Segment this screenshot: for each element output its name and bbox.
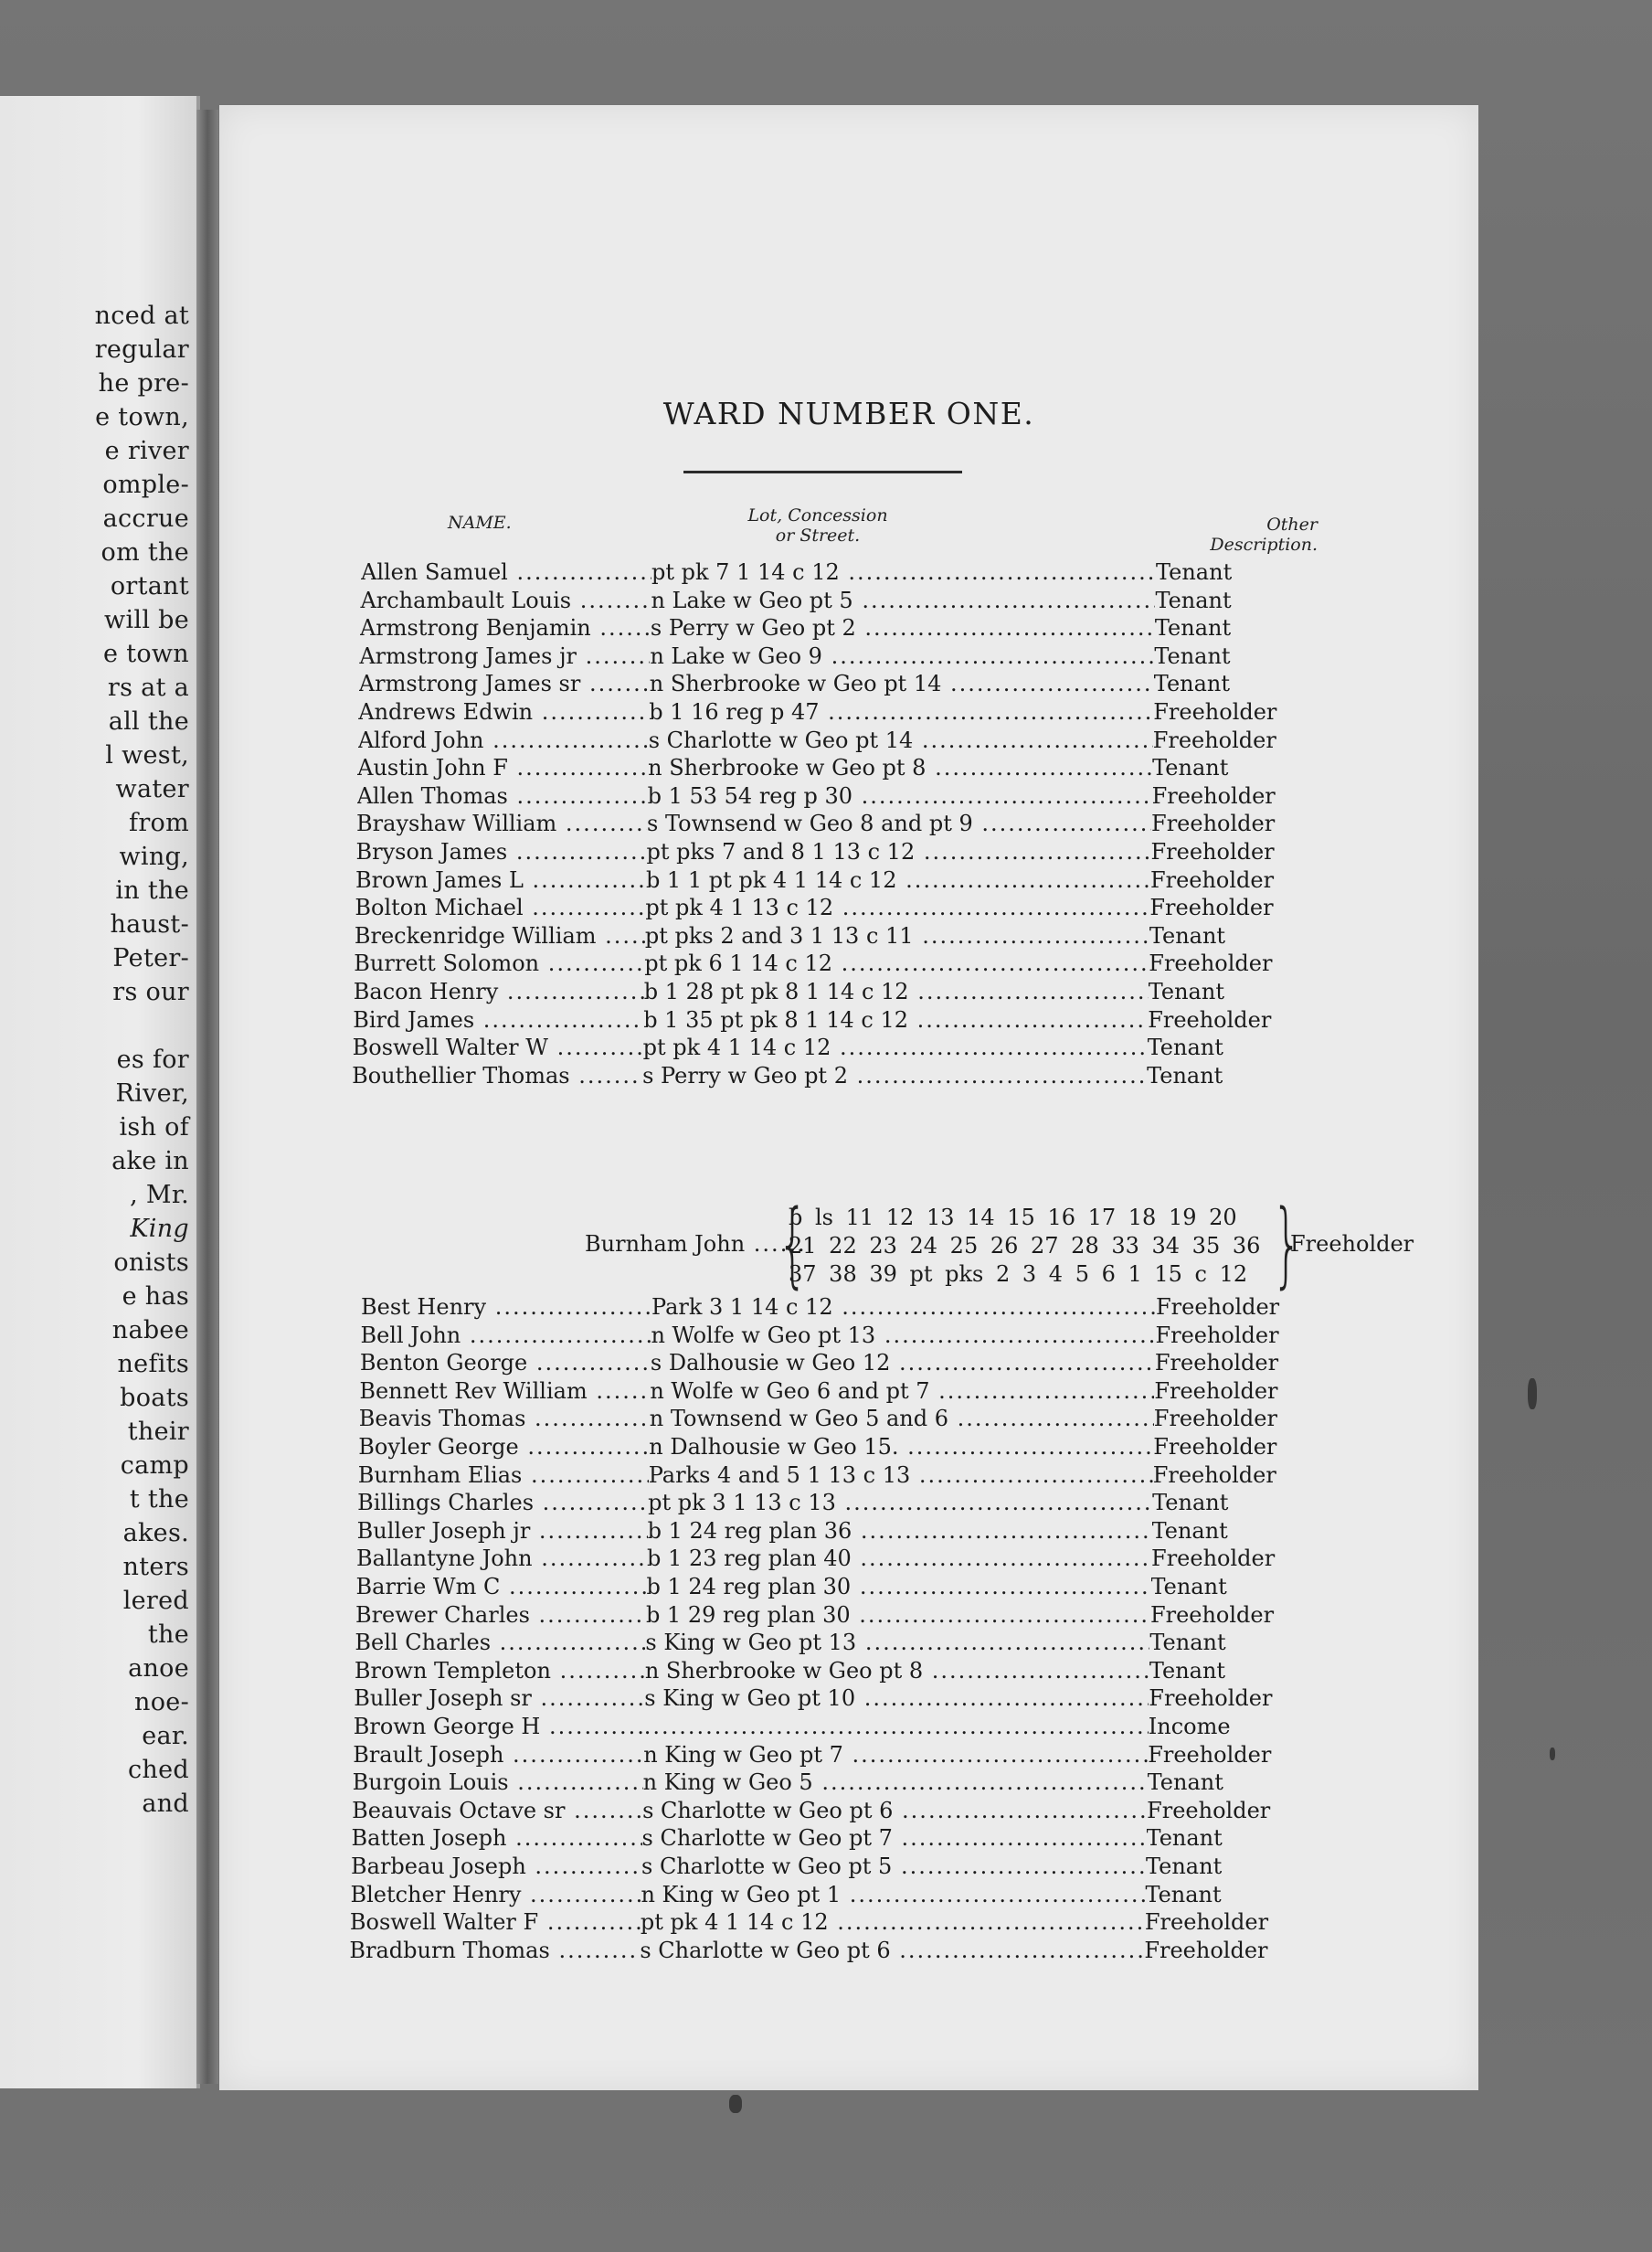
- entry-name: Bolton Michael .....: [355, 894, 645, 921]
- entry-name: Ballantyne John .....: [356, 1545, 647, 1572]
- entry-name: Barbeau Joseph .....: [351, 1853, 641, 1880]
- entry-description: Tenant: [1152, 1490, 1229, 1516]
- entry-lot: pt pk 6 1 14 c 12 .....: [644, 950, 1149, 977]
- entry-lot: n King w Geo pt 1 .....: [641, 1881, 1145, 1908]
- entry-lot: s King w Geo pt 13 .....: [645, 1629, 1149, 1656]
- table-row: [354, 950, 1350, 977]
- entry-lot: n Lake w Geo 9 .....: [650, 643, 1154, 670]
- entry-name: Batten Joseph .....: [352, 1824, 642, 1852]
- entry-name: Bletcher Henry .....: [350, 1881, 641, 1908]
- entry-name: Boswell Walter W .....: [353, 1034, 643, 1061]
- facing-page-line: e has: [122, 1282, 189, 1311]
- entry-name: Armstrong Benjamin .....: [360, 614, 651, 642]
- entry-description: Tenant: [1154, 643, 1231, 669]
- entry-lot: s King w Geo pt 10 .....: [644, 1684, 1149, 1712]
- table-row: [355, 1601, 1351, 1629]
- entry-lot: pt pk 4 1 14 c 12 .....: [643, 1034, 1148, 1061]
- entry-description: Tenant: [1148, 979, 1224, 1004]
- facing-page-line: , Mr.: [130, 1181, 189, 1209]
- entry-description: Tenant: [1153, 671, 1231, 697]
- entry-name: Alford John .....: [358, 727, 649, 754]
- column-header-lot: [685, 505, 950, 546]
- entry-name: Breckenridge William .....: [355, 922, 645, 950]
- entry-name: Burrett Solomon .....: [354, 950, 644, 977]
- entry-name: Buller Joseph jr .....: [357, 1517, 648, 1545]
- facing-page-line: rs our: [112, 978, 189, 1006]
- entry-lot: n Wolfe w Geo 6 and pt 7 .....: [650, 1377, 1154, 1405]
- table-row: [355, 894, 1350, 921]
- entry-name: Barrie Wm C .....: [356, 1573, 647, 1600]
- entry-lot: pt pk 3 1 13 c 13 .....: [648, 1489, 1152, 1516]
- entry-description: Tenant: [1146, 1825, 1223, 1852]
- facing-page-line: Peter-: [112, 944, 189, 972]
- entry-lot: pt pk 4 1 14 c 12 .....: [641, 1908, 1145, 1936]
- entry-lot: s Charlotte w Geo pt 6 .....: [642, 1797, 1147, 1824]
- facing-page-line: wing,: [119, 843, 189, 871]
- entry-description: Freeholder: [1144, 1909, 1269, 1936]
- column-header-lot-line2: or Street.: [775, 526, 861, 546]
- entry-name: Beauvais Octave sr .....: [352, 1797, 642, 1824]
- left-brace: {: [778, 1190, 808, 1299]
- table-row: [354, 1713, 1350, 1740]
- right-brace: }: [1272, 1190, 1302, 1299]
- facing-page-line: ake in: [111, 1147, 189, 1175]
- entry-description: Tenant: [1149, 1630, 1226, 1656]
- column-header-other: [1153, 515, 1318, 555]
- table-row: [354, 1684, 1350, 1712]
- entry-name: Bouthellier Thomas .....: [352, 1062, 642, 1089]
- table-row: [352, 1824, 1348, 1852]
- table-row: [356, 1545, 1352, 1572]
- entry-description: Income: [1148, 1714, 1231, 1739]
- entry-description: Freeholder: [1154, 1350, 1279, 1376]
- facing-page-line: noe-: [134, 1688, 189, 1716]
- table-row: [360, 1349, 1356, 1376]
- facing-page-line: ish of: [119, 1113, 189, 1142]
- table-row: [353, 1769, 1349, 1796]
- entry-description: Freeholder: [1154, 1377, 1278, 1404]
- entry-name: Brown George H .....: [354, 1713, 644, 1740]
- burnham-lot-line2: 21 22 23 24 25 26 27 28 33 34 35 36: [789, 1233, 1261, 1259]
- entry-description: Freeholder: [1149, 866, 1275, 893]
- facing-page-line: e town: [103, 640, 189, 668]
- entry-lot: b 1 24 reg plan 36 .....: [648, 1517, 1152, 1545]
- burnham-desc: Freeholder: [1290, 1231, 1414, 1257]
- entry-lot: s Perry w Geo pt 2 .....: [642, 1062, 1147, 1089]
- facing-page-line: and: [142, 1790, 189, 1818]
- facing-page-line: nefits: [117, 1350, 189, 1378]
- entry-description: Tenant: [1152, 755, 1229, 781]
- entry-lot: s Perry w Geo pt 2 .....: [651, 614, 1155, 642]
- table-row: [353, 1034, 1349, 1061]
- facing-page-line: anoe: [128, 1654, 189, 1683]
- scan-speck: [729, 2095, 742, 2113]
- entry-name: Billings Charles .....: [357, 1489, 648, 1516]
- entry-name: Brown James L .....: [355, 866, 646, 894]
- entry-lot: n Sherbrooke w Geo pt 8 .....: [648, 754, 1152, 781]
- table-row: [352, 1797, 1348, 1824]
- entry-lot: n King w Geo pt 7 .....: [643, 1741, 1148, 1769]
- table-row: [353, 1006, 1349, 1034]
- entry-description: Freeholder: [1152, 727, 1276, 753]
- entry-name: Burnham Elias .....: [358, 1461, 649, 1489]
- entry-description: Tenant: [1147, 1769, 1223, 1796]
- entry-description: Freeholder: [1149, 1601, 1275, 1628]
- table-row: [351, 1853, 1347, 1880]
- table-row: [352, 1062, 1348, 1089]
- entry-name: Bacon Henry .....: [354, 978, 644, 1005]
- entry-lot: b 1 29 reg plan 30 .....: [646, 1601, 1150, 1629]
- entry-lot: pt pks 2 and 3 1 13 c 11 .....: [645, 922, 1149, 950]
- entry-name: Bell John .....: [360, 1322, 651, 1349]
- table-row: [360, 614, 1356, 642]
- entry-description: Freeholder: [1148, 1741, 1272, 1768]
- column-header-other-line1: Other: [1266, 515, 1318, 535]
- facing-page-line: ear.: [142, 1722, 189, 1750]
- table-row: [359, 643, 1355, 670]
- facing-page-line: from: [129, 809, 189, 837]
- entry-description: Freeholder: [1149, 1685, 1273, 1712]
- entry-description: Freeholder: [1151, 782, 1276, 809]
- entry-description: Tenant: [1149, 922, 1226, 949]
- entry-description: Tenant: [1149, 1657, 1226, 1684]
- facing-page-line: regular: [94, 335, 189, 364]
- facing-page-line: boats: [120, 1384, 189, 1412]
- entry-lot: b 1 24 reg plan 30 .....: [647, 1573, 1151, 1600]
- facing-page-line: in the: [115, 876, 189, 905]
- entry-name: Brayshaw William .....: [356, 810, 647, 837]
- table-row: [360, 587, 1356, 614]
- entry-description: Tenant: [1155, 587, 1232, 613]
- burnham-name: Burnham John ......: [585, 1231, 807, 1257]
- entry-description: Freeholder: [1151, 1546, 1276, 1572]
- entry-description: Tenant: [1151, 1517, 1228, 1544]
- entry-description: Tenant: [1146, 1854, 1223, 1879]
- facing-page-line: nabee: [111, 1316, 189, 1344]
- entry-description: Tenant: [1147, 1035, 1223, 1061]
- entry-name: Brown Templeton .....: [355, 1657, 645, 1684]
- facing-page-line: lered: [122, 1587, 189, 1615]
- table-row: [357, 1489, 1353, 1516]
- facing-page-line: e town,: [95, 403, 189, 431]
- entry-lot: s Charlotte w Geo pt 5 .....: [641, 1853, 1146, 1880]
- entry-description: Freeholder: [1153, 1406, 1277, 1432]
- table-row: [357, 1517, 1353, 1545]
- entry-lot: b 1 1 pt pk 4 1 14 c 12 .....: [646, 866, 1150, 894]
- facing-page-line: will be: [104, 606, 189, 634]
- facing-page-line: accrue: [102, 505, 189, 533]
- entry-lot: n King w Geo 5 .....: [643, 1769, 1148, 1796]
- entry-lot: pt pks 7 and 8 1 13 c 12 .....: [647, 838, 1151, 866]
- entry-description: Freeholder: [1149, 895, 1274, 921]
- entry-name: Bryson James .....: [356, 838, 647, 866]
- entry-lot: [644, 1713, 1149, 1740]
- facing-page-line: ched: [128, 1756, 189, 1784]
- entry-name: Brewer Charles .....: [355, 1601, 646, 1629]
- table-row: [355, 866, 1351, 894]
- entry-lot: n Townsend w Geo 5 and 6 .....: [650, 1405, 1154, 1432]
- table-row: [358, 727, 1354, 754]
- entry-lot: n Wolfe w Geo pt 13 .....: [651, 1322, 1155, 1349]
- entry-lot: pt pk 4 1 13 c 12 .....: [645, 894, 1149, 921]
- facing-page-line: l west,: [105, 741, 189, 770]
- table-row: [359, 1405, 1355, 1432]
- entry-lot: b 1 23 reg plan 40 .....: [647, 1545, 1151, 1572]
- column-header-other-line2: Description.: [1210, 535, 1318, 555]
- facing-page-fragment: [0, 96, 200, 2088]
- burnham-lot-line3: 37 38 39 pt pks 2 3 4 5 6 1 15 c 12: [789, 1261, 1248, 1287]
- table-row: [356, 1573, 1352, 1600]
- table-row: [353, 1741, 1349, 1769]
- table-row: [350, 1881, 1346, 1908]
- table-row: [349, 1937, 1345, 1964]
- facing-page-line: nced at: [94, 302, 189, 330]
- table-row: [355, 922, 1350, 950]
- entry-name: Allen Thomas .....: [357, 782, 648, 810]
- burnham-lot-line1: b ls 11 12 13 14 15 16 17 18 19 20: [789, 1205, 1237, 1230]
- register-page: [219, 105, 1478, 2090]
- entry-description: Freeholder: [1153, 699, 1277, 725]
- facing-page-line: t the: [129, 1485, 189, 1514]
- entry-name: Austin John F .....: [357, 754, 648, 781]
- book-gutter: [196, 110, 218, 2084]
- entry-description: Freeholder: [1151, 811, 1276, 837]
- entry-description: Freeholder: [1150, 839, 1275, 865]
- entry-description: Freeholder: [1149, 951, 1273, 977]
- entry-name: Boswell Walter F .....: [350, 1908, 641, 1936]
- entry-description: Tenant: [1147, 1062, 1223, 1089]
- entry-name: Best Henry .....: [361, 1293, 651, 1321]
- table-row: [357, 754, 1353, 781]
- entry-lot: b 1 35 pt pk 8 1 14 c 12 .....: [643, 1006, 1148, 1034]
- table-row: [356, 810, 1352, 837]
- table-row: [359, 1377, 1355, 1405]
- table-row: [355, 1629, 1350, 1656]
- entry-name: Brault Joseph .....: [353, 1741, 643, 1769]
- facing-page-line: omple-: [102, 471, 189, 499]
- entry-description: Freeholder: [1155, 1322, 1279, 1348]
- entry-name: Boyler George .....: [358, 1433, 649, 1461]
- facing-page-line: River,: [115, 1079, 189, 1108]
- column-header-lot-line1: Lot, Concession: [747, 505, 888, 526]
- entry-lot: s Dalhousie w Geo 12 .....: [651, 1349, 1155, 1376]
- entry-name: Allen Samuel .....: [361, 558, 651, 586]
- facing-page-line: their: [127, 1418, 189, 1446]
- entry-name: Armstrong James jr .....: [359, 643, 650, 670]
- entry-name: Buller Joseph sr .....: [354, 1684, 644, 1712]
- facing-page-line: es for: [116, 1046, 189, 1074]
- table-row: [361, 1293, 1357, 1321]
- entry-description: Freeholder: [1153, 1434, 1277, 1460]
- entry-name: Bell Charles .....: [355, 1629, 645, 1656]
- facing-page-line: rs at a: [107, 674, 189, 702]
- entry-name: Bradburn Thomas .....: [349, 1937, 640, 1964]
- table-row: [359, 670, 1355, 697]
- entry-name: Benton George .....: [360, 1349, 651, 1376]
- facing-page-line: akes.: [122, 1519, 189, 1547]
- table-row: [358, 698, 1354, 726]
- entry-description: Freeholder: [1144, 1937, 1268, 1963]
- entry-lot: s Townsend w Geo 8 and pt 9 .....: [647, 810, 1151, 837]
- entry-lot: n Dalhousie w Geo 15. .....: [649, 1433, 1153, 1461]
- page-title: WARD NUMBER ONE.: [662, 396, 1035, 431]
- scan-speck: [1550, 1747, 1555, 1760]
- entry-name: Andrews Edwin .....: [358, 698, 649, 726]
- facing-page-line: King: [130, 1215, 189, 1243]
- entry-name: Archambault Louis .....: [360, 587, 651, 614]
- entry-lot: Parks 4 and 5 1 13 c 13 .....: [649, 1461, 1153, 1489]
- table-row: [354, 978, 1350, 1005]
- entry-name: Bird James .....: [353, 1006, 643, 1034]
- entry-lot: n Sherbrooke w Geo pt 14 .....: [650, 670, 1154, 697]
- table-row: [355, 1657, 1350, 1684]
- entry-description: Freeholder: [1156, 1294, 1280, 1320]
- entry-lot: b 1 16 reg p 47 .....: [649, 698, 1153, 726]
- entry-lot: b 1 28 pt pk 8 1 14 c 12 .....: [644, 978, 1149, 1005]
- entry-lot: Park 3 1 14 c 12 .....: [651, 1293, 1156, 1321]
- facing-page-line: camp: [120, 1451, 189, 1480]
- entry-description: Freeholder: [1152, 1461, 1276, 1488]
- entry-name: Armstrong James sr .....: [359, 670, 650, 697]
- entry-description: Tenant: [1156, 559, 1233, 585]
- entry-lot: s Charlotte w Geo pt 6 .....: [640, 1937, 1144, 1964]
- facing-page-line: he pre-: [98, 369, 189, 398]
- entry-lot: n Sherbrooke w Geo pt 8 .....: [645, 1657, 1149, 1684]
- table-row: [356, 838, 1352, 866]
- title-rule: [683, 471, 962, 473]
- facing-page-line: nters: [122, 1553, 189, 1581]
- entry-description: Tenant: [1145, 1881, 1222, 1907]
- entry-description: Tenant: [1150, 1574, 1227, 1599]
- entry-lot: n Lake w Geo pt 5 .....: [651, 587, 1155, 614]
- entry-name: Bennett Rev William .....: [359, 1377, 650, 1405]
- table-row: [358, 1461, 1354, 1489]
- entry-name: Beavis Thomas .....: [359, 1405, 650, 1432]
- facing-page-line: water: [115, 775, 189, 803]
- entry-description: Freeholder: [1148, 1006, 1272, 1033]
- entry-description: Tenant: [1154, 615, 1232, 642]
- scan-speck: [1528, 1378, 1537, 1409]
- facing-page-line: e river: [104, 437, 189, 465]
- table-row-burnham-john: [364, 1190, 1533, 1299]
- column-header-name: NAME.: [448, 513, 512, 533]
- facing-page-line: the: [147, 1620, 189, 1649]
- table-row: [350, 1908, 1346, 1936]
- facing-page-line: all the: [108, 707, 189, 736]
- facing-page-line: ortant: [110, 572, 189, 600]
- entry-lot: s Charlotte w Geo pt 7 .....: [642, 1824, 1147, 1852]
- table-row: [360, 1322, 1356, 1349]
- entry-lot: s Charlotte w Geo pt 14 .....: [649, 727, 1153, 754]
- entry-name: Burgoin Louis .....: [353, 1769, 643, 1796]
- facing-page-line: onists: [113, 1248, 189, 1277]
- entry-lot: pt pk 7 1 14 c 12 .....: [651, 558, 1156, 586]
- table-row: [357, 782, 1353, 810]
- entry-description: Freeholder: [1147, 1797, 1271, 1823]
- entry-lot: b 1 53 54 reg p 30 .....: [648, 782, 1152, 810]
- table-row: [358, 1433, 1354, 1461]
- facing-page-line: om the: [101, 538, 189, 567]
- facing-page-line: haust-: [110, 910, 189, 939]
- table-row: [361, 558, 1357, 586]
